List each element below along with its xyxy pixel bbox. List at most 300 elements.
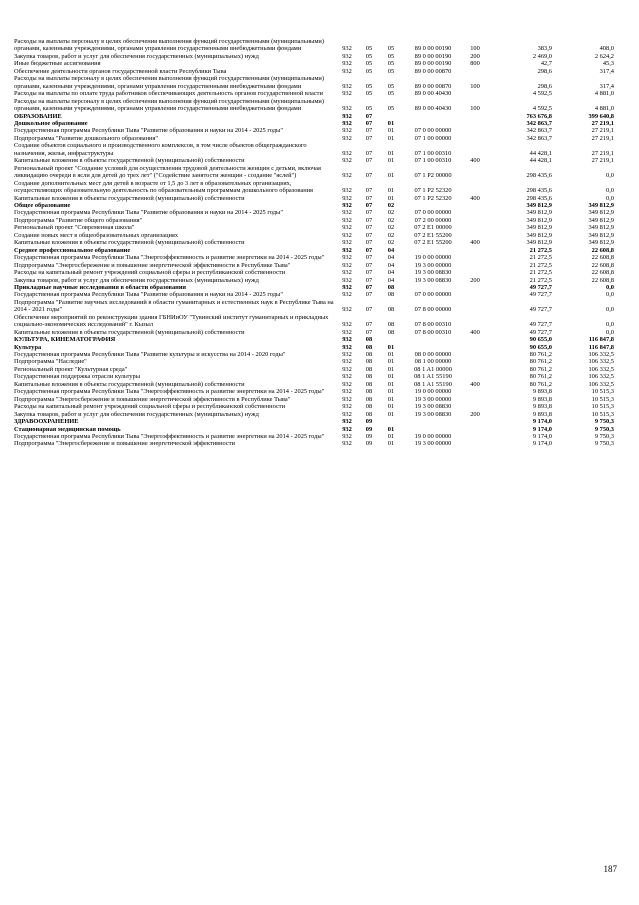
row-name: Капитальные вложения в объекты государственной (муниципальной) собственности [14, 157, 245, 165]
row-target-article: 07 0 00 00000 [414, 127, 452, 135]
table-row [14, 269, 614, 276]
row-expense-type [464, 68, 486, 75]
row-section: 07 [365, 283, 373, 291]
row-subsection: 08 [387, 283, 395, 291]
row-expense-type: 200 [470, 410, 480, 418]
row-ministry-code: 932 [342, 209, 352, 217]
row-amount-year2: 349 812,9 [588, 231, 614, 239]
row-amount-year1: 80 761,2 [529, 380, 552, 388]
row-subsection: 04 [387, 254, 395, 262]
row-amount-year1: 21 272,5 [529, 276, 552, 284]
row-ministry-code: 932 [342, 440, 352, 448]
row-section: 07 [365, 291, 373, 299]
row-section: 07 [365, 119, 373, 127]
row-expense-type [464, 336, 486, 343]
row-expense-type: 400 [470, 157, 480, 165]
row-subsection: 01 [387, 127, 395, 135]
table-row [14, 98, 614, 113]
row-target-article: 89 0 00 00190 [414, 45, 452, 53]
row-section: 07 [365, 231, 373, 239]
row-section: 08 [365, 343, 373, 351]
row-amount-year2: 9 750,3 [594, 433, 614, 441]
row-name: Капитальные вложения в объекты государственной (муниципальной) собственности [14, 380, 245, 388]
row-ministry-code: 932 [342, 60, 352, 68]
row-section: 07 [365, 276, 373, 284]
row-section: 08 [365, 380, 373, 388]
row-amount-year1: 90 655,0 [529, 343, 552, 351]
row-amount-year1: 298 435,6 [526, 187, 552, 195]
row-subsection: 01 [387, 119, 395, 127]
row-subsection: 08 [387, 291, 395, 299]
row-name: Подпрограмма "Энергосбережение и повышение энергетической эффективности в Республике Тыва" [14, 395, 291, 403]
table-row [14, 329, 614, 336]
row-name: Закупка товаров, работ и услуг для обеспечения государственных (муниципальных) нужд [14, 276, 259, 284]
row-subsection: 01 [387, 187, 395, 195]
row-target-article: 19 0 00 00000 [414, 433, 452, 441]
row-ministry-code: 932 [342, 343, 352, 351]
row-expense-type [464, 426, 486, 433]
table-row [14, 262, 614, 269]
row-target-article [402, 336, 464, 343]
row-section: 07 [365, 194, 373, 202]
table-row [14, 277, 614, 284]
row-name: Подпрограмма "Развитие общего образования" [14, 216, 143, 224]
row-amount-year1: 49 727,7 [529, 328, 552, 336]
row-section: 08 [365, 410, 373, 418]
row-expense-type [464, 269, 486, 276]
row-amount-year2: 4 881,0 [594, 90, 614, 98]
table-row [14, 53, 614, 60]
row-target-article: 08 1 A1 00000 [414, 365, 452, 373]
row-amount-year2: 317,4 [599, 82, 614, 90]
row-target-article: 89 0 00 00190 [414, 52, 452, 60]
row-target-article [402, 418, 464, 425]
row-amount-year2: 106 332,5 [588, 373, 614, 381]
row-amount-year1: 80 761,2 [529, 373, 552, 381]
row-name: Региональный проект "Создание условий для осуществления трудовой деятельности женщин с детьми, включая ликвидацию очереди в ясли для детей до трех лет" ("Содействие занятости женщин - создание "яслей") [14, 164, 321, 180]
page-number: 187 [603, 864, 617, 874]
table-row [14, 60, 614, 67]
row-subsection [380, 418, 402, 425]
table-row [14, 396, 614, 403]
row-ministry-code: 932 [342, 105, 352, 113]
row-ministry-code: 932 [342, 112, 352, 120]
row-ministry-code: 932 [342, 201, 352, 209]
table-row [14, 336, 614, 343]
row-ministry-code: 932 [342, 291, 352, 299]
row-section: 09 [365, 433, 373, 441]
row-name: Государственная программа Республики Тыва "Развитие образования и науки на 2014 - 2025 годы" [14, 291, 283, 299]
row-subsection: 04 [387, 261, 395, 269]
row-expense-type [464, 262, 486, 269]
row-amount-year2: 0,0 [606, 283, 614, 291]
row-section: 09 [365, 425, 373, 433]
row-name: Государственная программа Республики Тыва "Энергоэффективность и развитие энергетики на 2014 - 2025 годы" [14, 388, 325, 396]
row-amount-year1: 383,9 [537, 45, 552, 53]
row-amount-year1: 342 863,7 [526, 134, 552, 142]
row-section: 05 [365, 90, 373, 98]
row-amount-year1: 49 727,7 [529, 321, 552, 329]
row-amount-year1: 9 174,0 [532, 425, 552, 433]
row-subsection: 02 [387, 239, 395, 247]
row-name: Дошкольное образование [14, 119, 88, 127]
row-target-article: 07 1 00 00310 [414, 149, 452, 157]
row-section: 08 [365, 336, 373, 344]
table-row [14, 209, 614, 216]
row-name: Обеспечение мероприятий по реконструкции здания ГБНИиОУ "Тувинский институт гуманитарных и прикладных социально-экономических исследований" г. Кызыл [14, 313, 329, 329]
table-row [14, 284, 614, 291]
row-subsection: 08 [387, 328, 395, 336]
row-section: 07 [365, 239, 373, 247]
row-section: 09 [365, 418, 373, 426]
row-subsection: 02 [387, 209, 395, 217]
table-row [14, 254, 614, 261]
row-subsection: 01 [387, 410, 395, 418]
row-amount-year2: 0,0 [606, 172, 614, 180]
row-subsection: 01 [387, 373, 395, 381]
row-subsection: 04 [387, 246, 395, 254]
row-ministry-code: 932 [342, 276, 352, 284]
row-target-article: 89 0 00 00190 [414, 60, 452, 68]
row-ministry-code: 932 [342, 216, 352, 224]
row-ministry-code: 932 [342, 351, 352, 359]
row-subsection: 01 [387, 194, 395, 202]
row-expense-type [464, 135, 486, 142]
row-expense-type [464, 358, 486, 365]
row-amount-year2: 0,0 [606, 187, 614, 195]
row-subsection: 05 [387, 52, 395, 60]
row-ministry-code: 932 [342, 224, 352, 232]
table-row [14, 299, 614, 314]
row-target-article [402, 120, 464, 127]
row-subsection: 01 [387, 343, 395, 351]
row-amount-year2: 116 847,8 [588, 343, 614, 351]
table-row [14, 127, 614, 134]
row-expense-type: 400 [470, 194, 480, 202]
row-ministry-code: 932 [342, 395, 352, 403]
table-row [14, 157, 614, 164]
row-target-article [402, 426, 464, 433]
row-amount-year2: 9 750,3 [594, 440, 614, 448]
row-section: 09 [365, 440, 373, 448]
row-ministry-code: 932 [342, 90, 352, 98]
row-amount-year2: 349 812,9 [588, 209, 614, 217]
table-row [14, 388, 614, 395]
row-ministry-code: 932 [342, 269, 352, 277]
table-row [14, 418, 614, 425]
table-row [14, 232, 614, 239]
table-row [14, 440, 614, 447]
row-ministry-code: 932 [342, 358, 352, 366]
row-amount-year2: 9 750,3 [594, 425, 614, 433]
table-row [14, 75, 614, 90]
row-amount-year2: 9 750,3 [594, 418, 614, 426]
row-section: 07 [365, 246, 373, 254]
row-subsection: 05 [387, 90, 395, 98]
row-section: 08 [365, 388, 373, 396]
row-amount-year1: 342 863,7 [526, 127, 552, 135]
row-ministry-code: 932 [342, 194, 352, 202]
row-name: Создание дополнительных мест для детей в возрасте от 1,5 до 3 лет в образовательных организациях, осуществляющих образовательную деятельность по образовательным программам дошкольного образования [14, 179, 313, 195]
row-name: Региональный проект "Современная школа" [14, 224, 135, 232]
row-name: Капитальные вложения в объекты государственной (муниципальной) собственности [14, 194, 245, 202]
table-row [14, 344, 614, 351]
row-expense-type: 100 [470, 45, 480, 53]
row-target-article [402, 202, 464, 209]
row-amount-year1: 49 727,7 [529, 291, 552, 299]
row-expense-type [464, 224, 486, 231]
row-target-article: 07 1 P2 52320 [414, 187, 452, 195]
row-target-article [402, 247, 464, 254]
table-row [14, 90, 614, 97]
row-amount-year1: 763 676,8 [526, 112, 552, 120]
row-amount-year2: 10 515,3 [591, 410, 614, 418]
row-name: Государственная программа Республики Тыва "Развитие образования и науки на 2014 - 2025 годы" [14, 127, 283, 135]
row-expense-type: 400 [470, 328, 480, 336]
row-target-article: 19 3 00 08830 [414, 410, 452, 418]
row-subsection: 01 [387, 365, 395, 373]
table-row [14, 366, 614, 373]
row-amount-year2: 27 219,1 [591, 134, 614, 142]
row-target-article: 19 3 00 08830 [414, 269, 452, 277]
row-amount-year1: 4 592,5 [532, 90, 552, 98]
row-ministry-code: 932 [342, 119, 352, 127]
row-name: КУЛЬТУРА, КИНЕМАТОГРАФИЯ [14, 336, 116, 344]
row-ministry-code: 932 [342, 246, 352, 254]
row-amount-year1: 49 727,7 [529, 306, 552, 314]
row-subsection: 01 [387, 380, 395, 388]
table-row [14, 224, 614, 231]
row-section: 08 [365, 403, 373, 411]
row-target-article: 07 8 00 00310 [414, 328, 452, 336]
table-row [14, 202, 614, 209]
row-ministry-code: 932 [342, 134, 352, 142]
row-target-article: 07 0 00 00000 [414, 291, 452, 299]
row-ministry-code: 932 [342, 187, 352, 195]
row-ministry-code: 932 [342, 67, 352, 75]
row-ministry-code: 932 [342, 157, 352, 165]
table-row [14, 411, 614, 418]
row-expense-type: 100 [470, 82, 480, 90]
row-amount-year2: 349 812,9 [588, 239, 614, 247]
row-amount-year2: 10 515,3 [591, 395, 614, 403]
row-amount-year1: 21 272,5 [529, 254, 552, 262]
row-section: 05 [365, 82, 373, 90]
row-subsection: 02 [387, 201, 395, 209]
table-row [14, 381, 614, 388]
row-target-article: 07 1 00 00000 [414, 134, 452, 142]
row-amount-year2: 22 608,8 [591, 261, 614, 269]
row-amount-year1: 49 727,7 [529, 283, 552, 291]
row-subsection [380, 336, 402, 343]
row-target-article: 19 3 00 08830 [414, 403, 452, 411]
budget-table [14, 38, 614, 448]
table-row [14, 165, 614, 180]
row-subsection: 02 [387, 216, 395, 224]
row-name: Государственная программа Республики Тыва "Энергоэффективность и развитие энергетики на 2014 - 2025 годы" [14, 254, 325, 262]
row-target-article: 19 3 00 08830 [414, 276, 452, 284]
row-amount-year2: 349 812,9 [588, 224, 614, 232]
row-ministry-code: 932 [342, 410, 352, 418]
row-amount-year2: 22 608,8 [591, 276, 614, 284]
row-ministry-code: 932 [342, 254, 352, 262]
row-target-article: 08 1 A1 55190 [414, 373, 452, 381]
row-amount-year2: 0,0 [606, 321, 614, 329]
row-expense-type [464, 403, 486, 410]
row-subsection: 05 [387, 45, 395, 53]
row-target-article: 07 8 00 00310 [414, 321, 452, 329]
row-amount-year2: 349 812,9 [588, 216, 614, 224]
row-expense-type [464, 418, 486, 425]
table-row [14, 195, 614, 202]
row-amount-year2: 27 219,1 [591, 157, 614, 165]
row-expense-type [464, 433, 486, 440]
row-name: Стационарная медицинская помощь [14, 425, 121, 433]
row-amount-year1: 80 761,2 [529, 351, 552, 359]
row-expense-type [464, 247, 486, 254]
row-amount-year1: 298 435,6 [526, 194, 552, 202]
row-expense-type [464, 388, 486, 395]
row-name: Подпрограмма "Энергосбережение и повышение энергетической эффективности в Республике Тыва" [14, 261, 291, 269]
row-target-article: 89 0 00 00870 [414, 67, 452, 75]
row-expense-type: 400 [470, 380, 480, 388]
row-ministry-code: 932 [342, 127, 352, 135]
table-row [14, 314, 614, 329]
row-amount-year1: 9 893,8 [532, 410, 552, 418]
row-expense-type [464, 90, 486, 97]
row-amount-year2: 106 332,5 [588, 380, 614, 388]
row-ministry-code: 932 [342, 433, 352, 441]
row-ministry-code: 932 [342, 380, 352, 388]
row-ministry-code: 932 [342, 52, 352, 60]
row-subsection: 05 [387, 105, 395, 113]
row-ministry-code: 932 [342, 149, 352, 157]
row-target-article: 19 3 00 00000 [414, 395, 452, 403]
row-section: 05 [365, 45, 373, 53]
table-row [14, 358, 614, 365]
row-name: Государственная программа Республики Тыва "Развитие культуры и искусства на 2014 - 2020 годы" [14, 351, 286, 359]
row-ministry-code: 932 [342, 239, 352, 247]
row-expense-type [464, 351, 486, 358]
row-amount-year2: 116 847,8 [588, 336, 614, 344]
row-amount-year2: 317,4 [599, 67, 614, 75]
table-row [14, 403, 614, 410]
row-subsection: 02 [387, 231, 395, 239]
row-subsection: 04 [387, 269, 395, 277]
row-name: Государственная поддержка отрасли культуры [14, 373, 141, 381]
row-amount-year1: 9 174,0 [532, 433, 552, 441]
row-expense-type [464, 202, 486, 209]
row-amount-year2: 27 219,1 [591, 127, 614, 135]
row-amount-year2: 0,0 [606, 194, 614, 202]
row-ministry-code: 932 [342, 321, 352, 329]
row-expense-type [464, 366, 486, 373]
row-target-article: 89 0 00 40430 [414, 105, 452, 113]
row-target-article: 19 3 00 00000 [414, 440, 452, 448]
row-name: Обеспечение деятельности органов государственной власти Республики Тыва [14, 67, 227, 75]
row-section: 07 [365, 269, 373, 277]
row-subsection: 01 [387, 172, 395, 180]
row-amount-year1: 4 592,5 [532, 105, 552, 113]
row-expense-type [464, 344, 486, 351]
row-expense-type [464, 314, 486, 329]
row-amount-year1: 21 272,5 [529, 261, 552, 269]
row-expense-type: 200 [470, 276, 480, 284]
row-subsection: 05 [387, 82, 395, 90]
row-name: Создание объектов социального и производственного комплексов, в том числе объектов общегражданского назначения, жилья, инфраструктуры [14, 142, 307, 157]
row-name: Капитальные вложения в объекты государственной (муниципальной) собственности [14, 328, 245, 336]
row-target-article [402, 113, 464, 120]
row-section: 07 [365, 209, 373, 217]
row-amount-year1: 349 812,9 [526, 239, 552, 247]
row-amount-year2: 10 515,3 [591, 403, 614, 411]
row-target-article: 07 2 E1 55200 [414, 239, 452, 247]
row-name: Региональный проект "Культурная среда" [14, 365, 128, 373]
row-expense-type [464, 217, 486, 224]
table-row [14, 239, 614, 246]
row-subsection: 08 [387, 321, 395, 329]
row-expense-type [464, 209, 486, 216]
row-subsection: 08 [387, 306, 395, 314]
row-target-article: 89 0 00 40430 [414, 90, 452, 98]
row-subsection: 05 [387, 60, 395, 68]
row-subsection: 01 [387, 395, 395, 403]
budget-table-body [14, 38, 614, 448]
row-amount-year2: 22 608,8 [591, 246, 614, 254]
row-ministry-code: 932 [342, 365, 352, 373]
row-amount-year1: 2 469,0 [532, 52, 552, 60]
table-row [14, 120, 614, 127]
row-section: 07 [365, 321, 373, 329]
row-name: Закупка товаров, работ и услуг для обеспечения государственных (муниципальных) нужд [14, 410, 259, 418]
table-row [14, 142, 614, 157]
row-name: Подпрограмма "Энергосбережение и повышение энергетической эффективности [14, 440, 235, 448]
row-subsection: 01 [387, 425, 395, 433]
row-section: 05 [365, 60, 373, 68]
row-ministry-code: 932 [342, 261, 352, 269]
row-amount-year2: 106 332,5 [588, 351, 614, 359]
row-expense-type [464, 440, 486, 447]
row-amount-year2: 2 624,2 [594, 52, 614, 60]
row-amount-year1: 21 272,5 [529, 246, 552, 254]
row-subsection: 01 [387, 134, 395, 142]
row-amount-year1: 349 812,9 [526, 201, 552, 209]
row-section: 07 [365, 127, 373, 135]
row-subsection [380, 113, 402, 120]
row-name: Расходы на выплаты по оплате труда работников обеспечивающих деятельность органов государственной власти [14, 90, 323, 98]
row-target-article: 07 2 00 00000 [414, 216, 452, 224]
row-target-article: 19 3 00 00000 [414, 261, 452, 269]
row-expense-type [464, 254, 486, 261]
row-section: 07 [365, 149, 373, 157]
table-row [14, 373, 614, 380]
row-name: ОБРАЗОВАНИЕ [14, 112, 62, 120]
row-amount-year1: 9 893,8 [532, 403, 552, 411]
row-section: 07 [365, 112, 373, 120]
table-row [14, 38, 614, 53]
row-target-article: 07 2 E1 55200 [414, 231, 452, 239]
row-ministry-code: 932 [342, 306, 352, 314]
table-row [14, 291, 614, 298]
row-target-article: 07 1 00 00310 [414, 157, 452, 165]
row-amount-year1: 9 174,0 [532, 418, 552, 426]
row-expense-type [464, 165, 486, 180]
row-amount-year1: 42,7 [540, 60, 552, 68]
row-target-article: 07 2 E1 00000 [414, 224, 452, 232]
row-section: 07 [365, 261, 373, 269]
row-amount-year1: 21 272,5 [529, 269, 552, 277]
row-section: 07 [365, 187, 373, 195]
